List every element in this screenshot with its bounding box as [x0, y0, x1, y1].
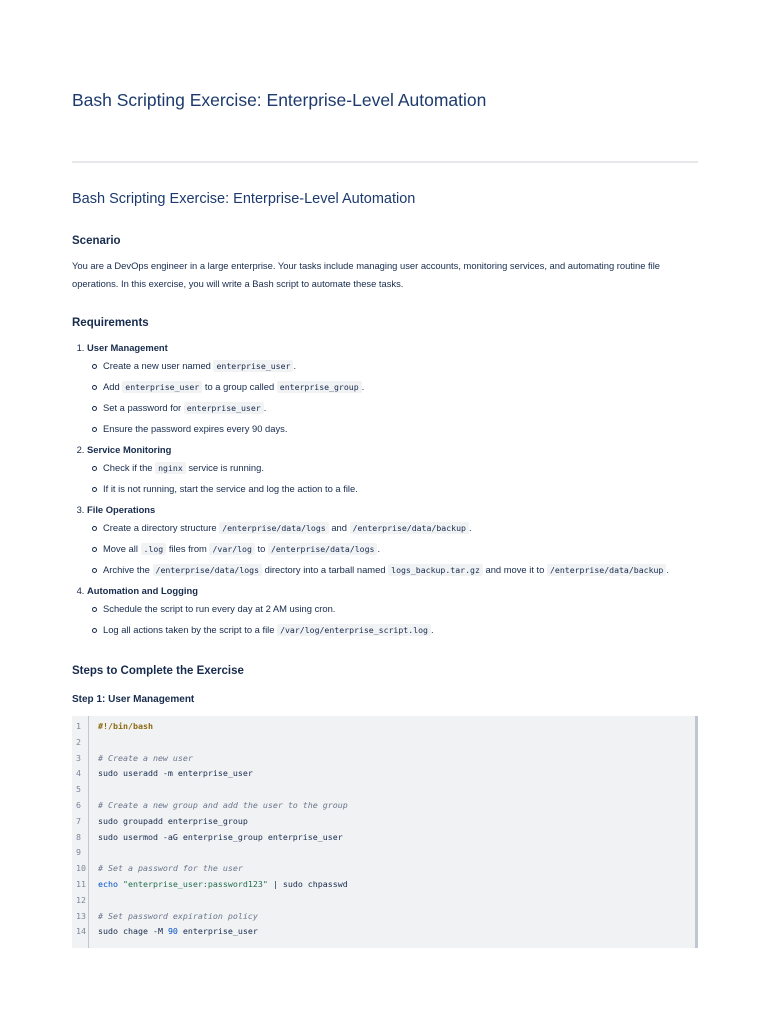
document-heading: Bash Scripting Exercise: Enterprise-Level Automation	[72, 191, 416, 207]
inline-code: /var/log	[209, 543, 254, 555]
code-token-plain: | sudo chpasswd	[267, 878, 348, 889]
code-token-plain: enterprise_user	[177, 926, 258, 937]
subitem-text: .	[263, 402, 267, 413]
requirement-title: User Management	[87, 342, 168, 353]
code-line	[72, 751, 695, 767]
subitem-text: .	[377, 543, 381, 554]
subitem-text: directory into a tarball named	[262, 564, 389, 575]
code-content	[98, 814, 248, 830]
code-token-plain: sudo chage -M	[98, 926, 168, 937]
code-line	[72, 909, 695, 925]
inline-code: enterprise_user	[184, 402, 264, 414]
code-line	[72, 861, 695, 877]
subitem-text: service is running.	[185, 462, 264, 473]
requirement-subitems	[87, 519, 698, 579]
code-line	[72, 924, 695, 940]
requirement-subitem	[103, 378, 698, 396]
requirements-list	[72, 341, 698, 639]
subitem-text: Schedule the script to run every day at 2 AM using cron.	[103, 603, 336, 614]
scenario-heading: Scenario	[72, 235, 121, 247]
code-token-string: "enterprise_user:password123"	[122, 878, 268, 889]
code-content	[98, 830, 343, 846]
code-line	[72, 782, 695, 798]
requirement-subitems	[87, 600, 698, 639]
code-content	[98, 861, 243, 877]
code-token-comment: # Set password expiration policy	[98, 910, 258, 921]
line-number: 5	[76, 784, 81, 795]
code-token-builtin: echo	[98, 878, 118, 889]
requirement-subitem	[103, 540, 698, 558]
line-number: 8	[76, 831, 81, 842]
scenario-text: You are a DevOps engineer in a large enterprise. Your tasks include managing user accounts, monitoring services, and automating routine file operations. In this exercise, you will write a Bash script to automate these tasks.	[72, 260, 661, 289]
divider	[72, 161, 698, 163]
requirement-item	[87, 503, 698, 579]
subitem-text: Check if the	[103, 462, 156, 473]
requirement-title: Automation and Logging	[87, 585, 198, 596]
line-number: 4	[76, 768, 81, 779]
code-line	[72, 893, 695, 909]
code-token-number: 90	[167, 926, 178, 937]
subitem-text: Ensure the password expires every 90 days.	[103, 423, 288, 434]
inline-code: /enterprise/data/logs	[268, 543, 378, 555]
subitem-text: Log all actions taken by the script to a file	[103, 624, 278, 635]
code-content	[98, 766, 253, 782]
code-token-comment: # Create a new user	[98, 752, 193, 763]
requirement-subitem	[103, 480, 698, 498]
inline-code: nginx	[155, 462, 186, 474]
requirement-item	[87, 584, 698, 639]
code-lines	[72, 719, 695, 940]
code-content	[98, 924, 258, 940]
code-token-plain: sudo groupadd enterprise_group	[98, 815, 248, 826]
line-number: 6	[76, 799, 81, 810]
code-token-plain: sudo usermod -aG enterprise_group enterprise_user	[98, 831, 343, 842]
line-number: 2	[76, 736, 81, 747]
subitem-text: files from	[166, 543, 210, 554]
requirement-item	[87, 443, 698, 498]
code-line	[72, 766, 695, 782]
code-line	[72, 830, 695, 846]
code-line	[72, 814, 695, 830]
steps-heading: Steps to Complete the Exercise	[72, 665, 244, 677]
inline-code: /var/log/enterprise_script.log	[277, 624, 431, 636]
line-number: 7	[76, 815, 81, 826]
subitem-text: .	[430, 624, 434, 635]
code-token-plain: sudo useradd -m enterprise_user	[98, 768, 253, 779]
inline-code: enterprise_group	[277, 381, 362, 393]
code-token-comment: # Create a new group and add the user to the group	[98, 799, 348, 810]
inline-code: logs_backup.tar.gz	[388, 564, 483, 576]
subitem-text: .	[361, 381, 365, 392]
subitem-text: Create a new user named	[103, 360, 214, 371]
subitem-text: to	[254, 543, 268, 554]
requirement-title: File Operations	[87, 504, 156, 515]
code-content	[98, 877, 348, 893]
code-content	[98, 798, 348, 814]
requirement-subitems	[87, 459, 698, 498]
subitem-text: If it is not running, start the service and log the action to a file.	[103, 483, 358, 494]
inline-code: .log	[141, 543, 167, 555]
code-line	[72, 798, 695, 814]
requirement-subitem	[103, 600, 698, 618]
page-title: Bash Scripting Exercise: Enterprise-Level Automation	[72, 90, 487, 110]
inline-code: /enterprise/data/backup	[547, 564, 666, 576]
subitem-text: Archive the	[103, 564, 153, 575]
line-number: 9	[76, 847, 81, 858]
step-1-heading: Step 1: User Management	[72, 694, 195, 705]
requirement-item	[87, 341, 698, 438]
subitem-text: .	[468, 522, 472, 533]
subitem-text: to a group called	[202, 381, 277, 392]
line-number: 3	[76, 752, 81, 763]
requirement-subitems	[87, 357, 698, 438]
requirement-subitem	[103, 459, 698, 477]
subitem-text: Add	[103, 381, 123, 392]
code-token-comment: # Set a password for the user	[98, 863, 243, 874]
inline-code: enterprise_user	[213, 360, 293, 372]
document-body	[72, 189, 698, 948]
subitem-text: Set a password for	[103, 402, 184, 413]
inline-code: /enterprise/data/logs	[219, 522, 329, 534]
inline-code: enterprise_user	[122, 381, 202, 393]
inline-code: /enterprise/data/backup	[350, 522, 469, 534]
code-line	[72, 845, 695, 861]
line-number: 12	[76, 894, 86, 905]
code-line	[72, 735, 695, 751]
requirement-subitem	[103, 420, 698, 438]
requirements-heading: Requirements	[72, 317, 149, 329]
subitem-text: and	[328, 522, 350, 533]
line-number: 14	[76, 926, 86, 937]
subitem-text: Create a directory structure	[103, 522, 220, 533]
subitem-text: .	[293, 360, 297, 371]
code-block[interactable]	[72, 716, 698, 948]
subitem-text: .	[666, 564, 669, 575]
subitem-text: Move all	[103, 543, 141, 554]
requirement-title: Service Monitoring	[87, 444, 172, 455]
requirement-subitem	[103, 357, 698, 375]
inline-code: /enterprise/data/logs	[153, 564, 263, 576]
line-number: 1	[76, 721, 81, 731]
requirement-subitem	[103, 399, 698, 417]
line-number: 11	[76, 878, 86, 889]
line-number: 10	[76, 863, 86, 874]
subitem-text: and move it to	[482, 564, 547, 575]
code-line	[72, 719, 695, 735]
line-number: 13	[76, 910, 86, 921]
code-content	[98, 909, 258, 925]
code-content	[98, 751, 193, 767]
requirement-subitem	[103, 519, 698, 537]
requirement-subitem	[103, 561, 698, 579]
code-token-shebang: #!/bin/bash	[98, 721, 153, 731]
code-content	[98, 719, 153, 735]
code-line	[72, 877, 695, 893]
requirement-subitem	[103, 621, 698, 639]
